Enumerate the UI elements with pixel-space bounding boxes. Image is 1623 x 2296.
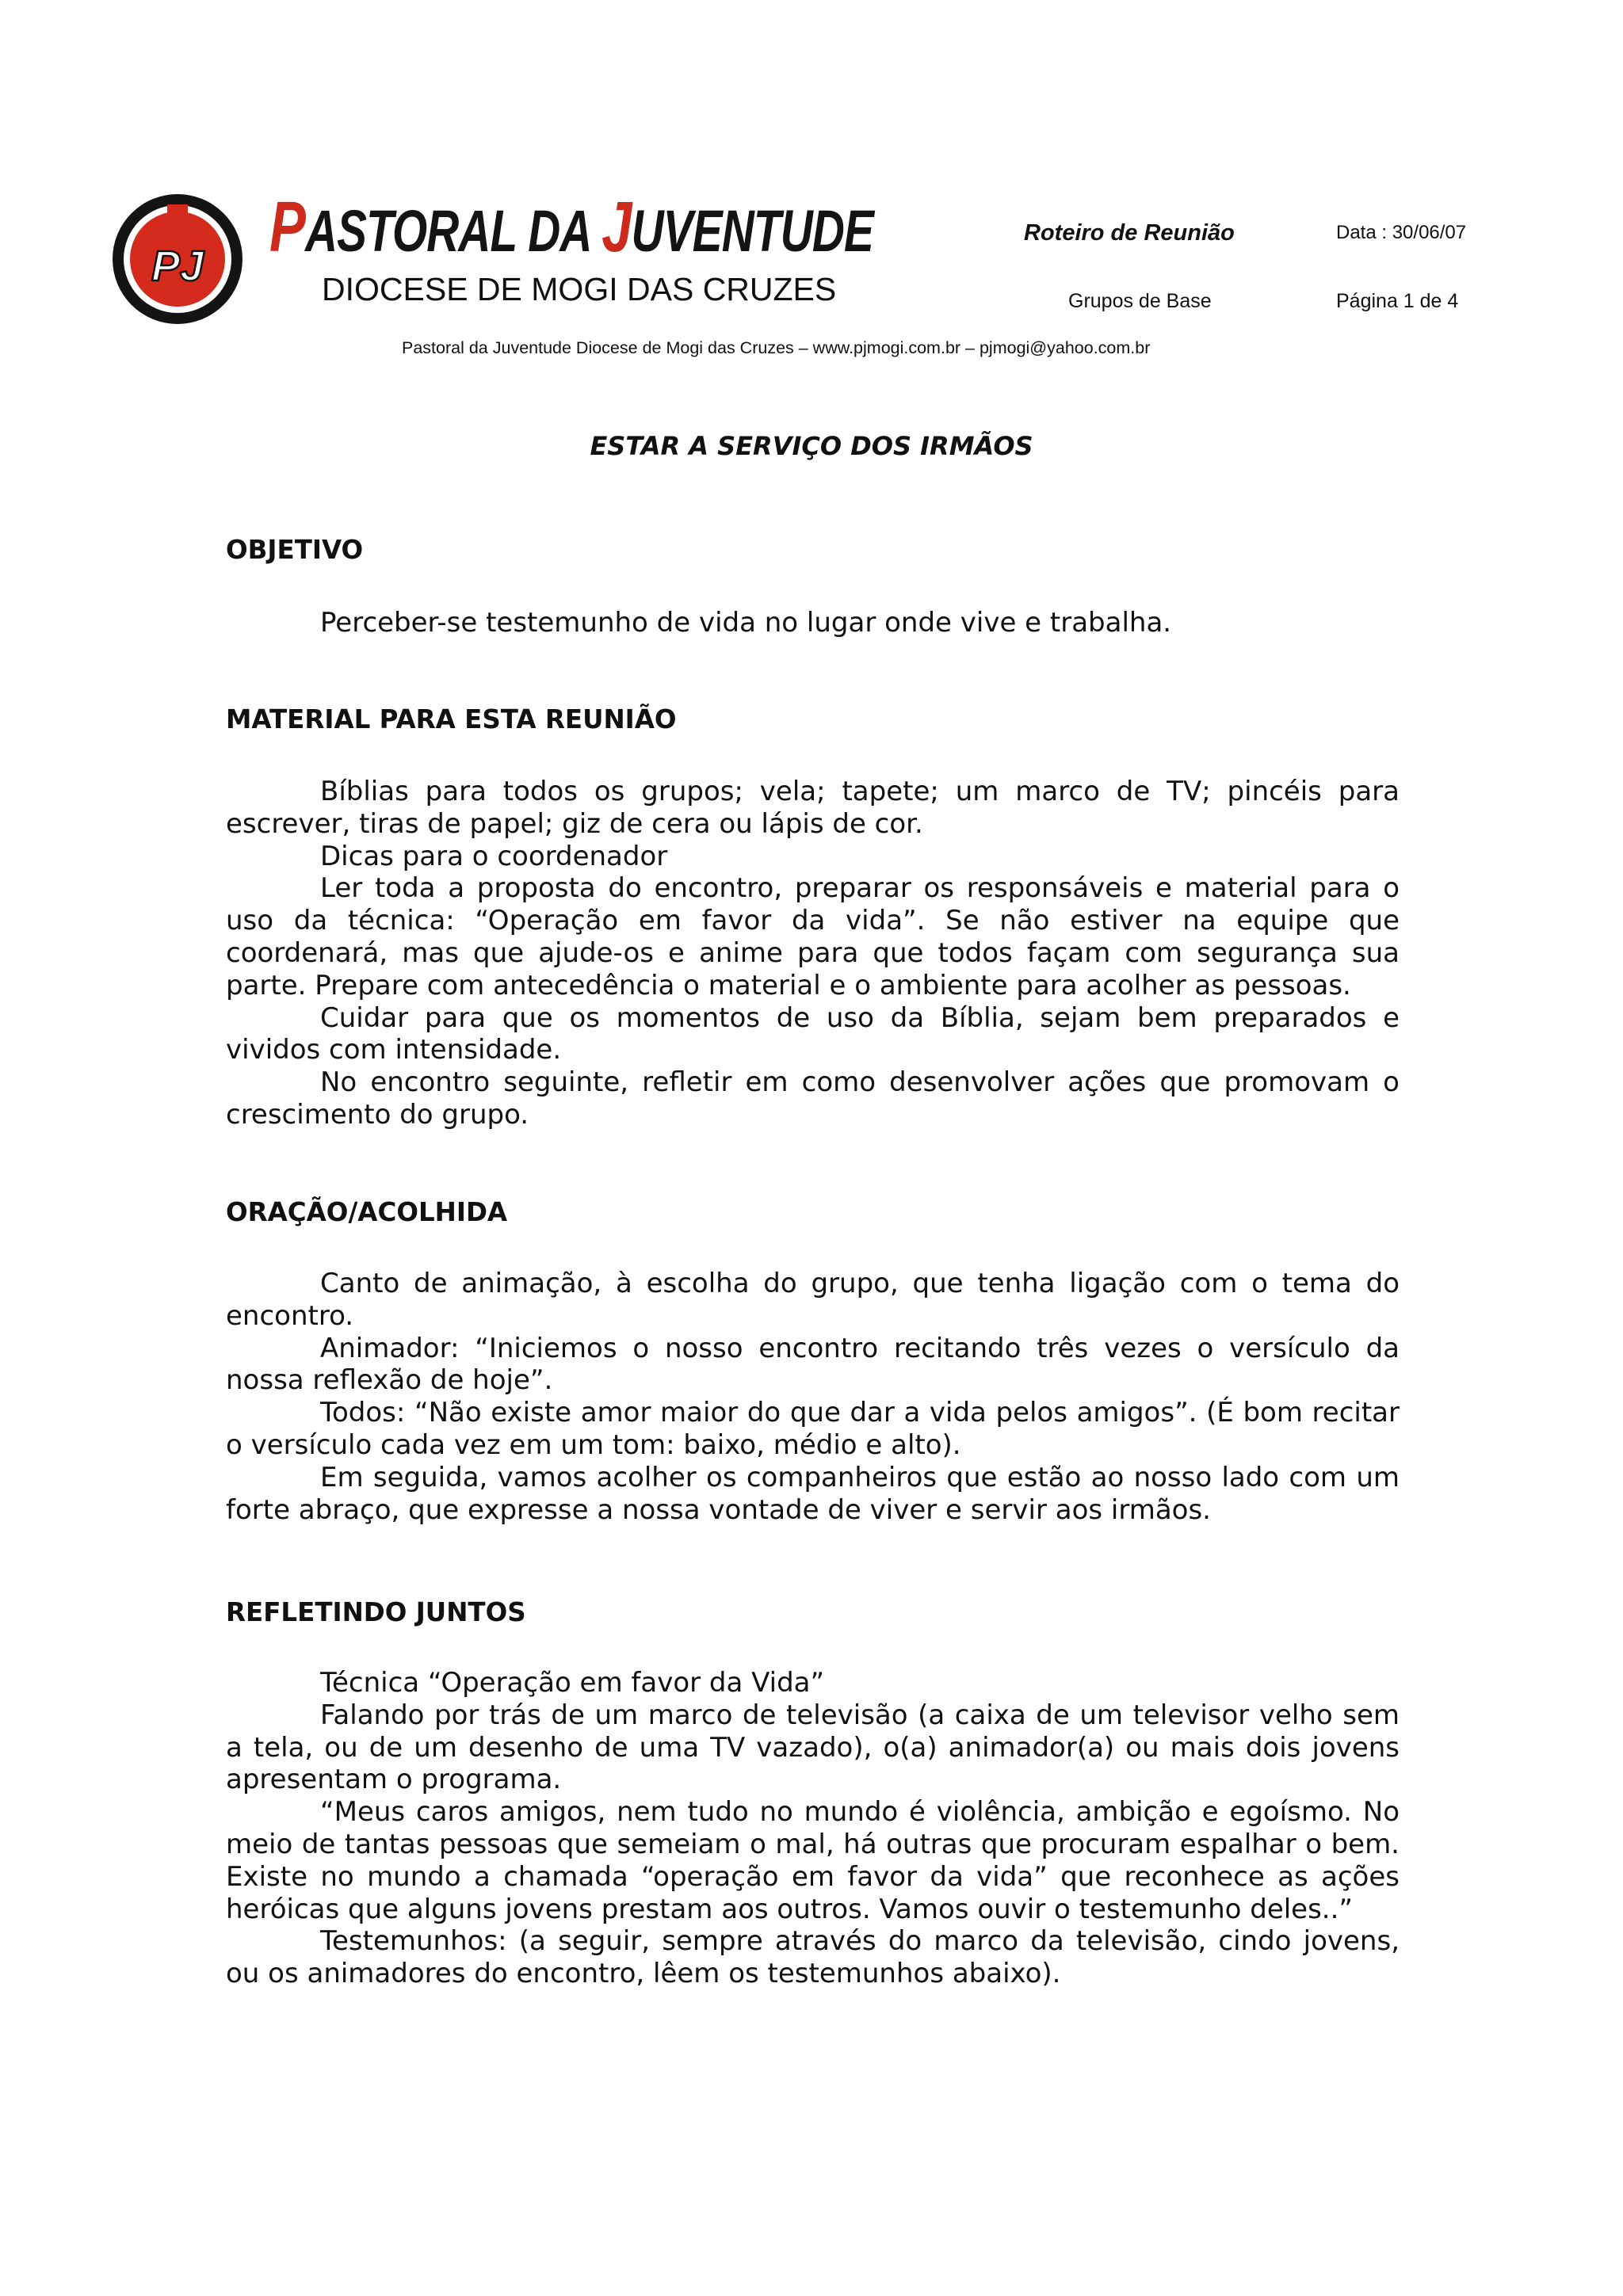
contact-line: Pastoral da Juventude Diocese de Mogi das Cruzes – www.pjmogi.com.br – pjmogi@yahoo.com.br <box>402 338 1151 357</box>
paragraph: Cuidar para que os momentos de uso da Bíblia, sejam bem preparados e vividos com intensidade. <box>226 1001 1400 1066</box>
organization-title <box>269 189 873 265</box>
paragraph: Testemunhos: (a seguir, sempre através do marco da televisão, cindo jovens, ou os animadores do encontro, lêem os testemunhos abaixo). <box>226 1925 1400 1990</box>
paragraph: Perceber-se testemunho de vida no lugar onde vive e trabalha. <box>320 607 1172 639</box>
paragraph: No encontro seguinte, refletir em como desenvolver ações que promovam o crescimento do grupo. <box>226 1066 1400 1131</box>
document-date: Data : 30/06/07 <box>1336 222 1467 243</box>
paragraph: Em seguida, vamos acolher os companheiros que estão ao nosso lado com um forte abraço, que expresse a nossa vontade de viver e servir aos irmãos. <box>226 1461 1400 1526</box>
paragraph: Falando por trás de um marco de televisão (a caixa de um televisor velho sem a tela, ou de um desenho de uma TV vazado), o(a) animador(a) ou mais dois jovens apresentam o programa. <box>226 1699 1400 1796</box>
pj-logo <box>109 190 246 328</box>
paragraph: Técnica “Operação em favor da Vida” <box>320 1667 825 1699</box>
svg-text:PJ: PJ <box>151 242 204 290</box>
section-body-refletindo-juntos <box>226 1667 1400 1990</box>
section-body-material <box>226 776 1400 1131</box>
section-body-objetivo <box>226 607 1400 639</box>
section-body-oracao-acolhida <box>226 1268 1400 1526</box>
document-title: ESTAR A SERVIÇO DOS IRMÃOS <box>590 431 1033 461</box>
diocese-name: DIOCESE DE MOGI DAS CRUZES <box>322 271 837 307</box>
document-type: Roteiro de Reunião <box>1024 220 1235 246</box>
paragraph: “Meus caros amigos, nem tudo no mundo é violência, ambição e egoísmo. No meio de tantas pessoas que semeiam o mal, há outras que procuram espalhar o bem. Existe no mundo a chamada “operação em favor da vida” que reconhece as ações heróicas que alguns jovens prestam aos outros. Vamos ouvir o testemunho deles..” <box>226 1796 1400 1925</box>
title-rest: UVENTUDE <box>631 198 874 264</box>
paragraph: Dicas para o coordenador <box>320 840 668 872</box>
title-mid: ASTORAL DA <box>305 198 602 264</box>
title-initial-j: J <box>601 187 632 267</box>
section-heading-objetivo: OBJETIVO <box>226 535 364 565</box>
section-heading-refletindo-juntos: REFLETINDO JUNTOS <box>226 1597 526 1627</box>
title-initial-p: P <box>269 187 306 267</box>
document-group: Grupos de Base <box>1068 290 1212 312</box>
paragraph: Bíblias para todos os grupos; vela; tapete; um marco de TV; pincéis para escrever, tiras de papel; giz de cera ou lápis de cor. <box>226 776 1400 840</box>
paragraph: Canto de animação, à escolha do grupo, que tenha ligação com o tema do encontro. <box>226 1268 1400 1332</box>
page-number: Página 1 de 4 <box>1336 290 1459 312</box>
paragraph: Todos: “Não existe amor maior do que dar a vida pelos amigos”. (É bom recitar o versículo cada vez em um tom: baixo, médio e alto). <box>226 1397 1400 1461</box>
section-heading-material: MATERIAL PARA ESTA REUNIÃO <box>226 704 677 734</box>
paragraph: Ler toda a proposta do encontro, preparar os responsáveis e material para o uso da técnica: “Operação em favor da vida”. Se não estiver na equipe que coordenará, mas que ajude-os e anime para que todos façam com segurança sua parte. Prepare com antecedência o material e o ambiente para acolher as pessoas. <box>226 872 1400 1001</box>
section-heading-oracao-acolhida: ORAÇÃO/ACOLHIDA <box>226 1197 508 1227</box>
paragraph: Animador: “Iniciemos o nosso encontro recitando três vezes o versículo da nossa reflexão de hoje”. <box>226 1332 1400 1397</box>
